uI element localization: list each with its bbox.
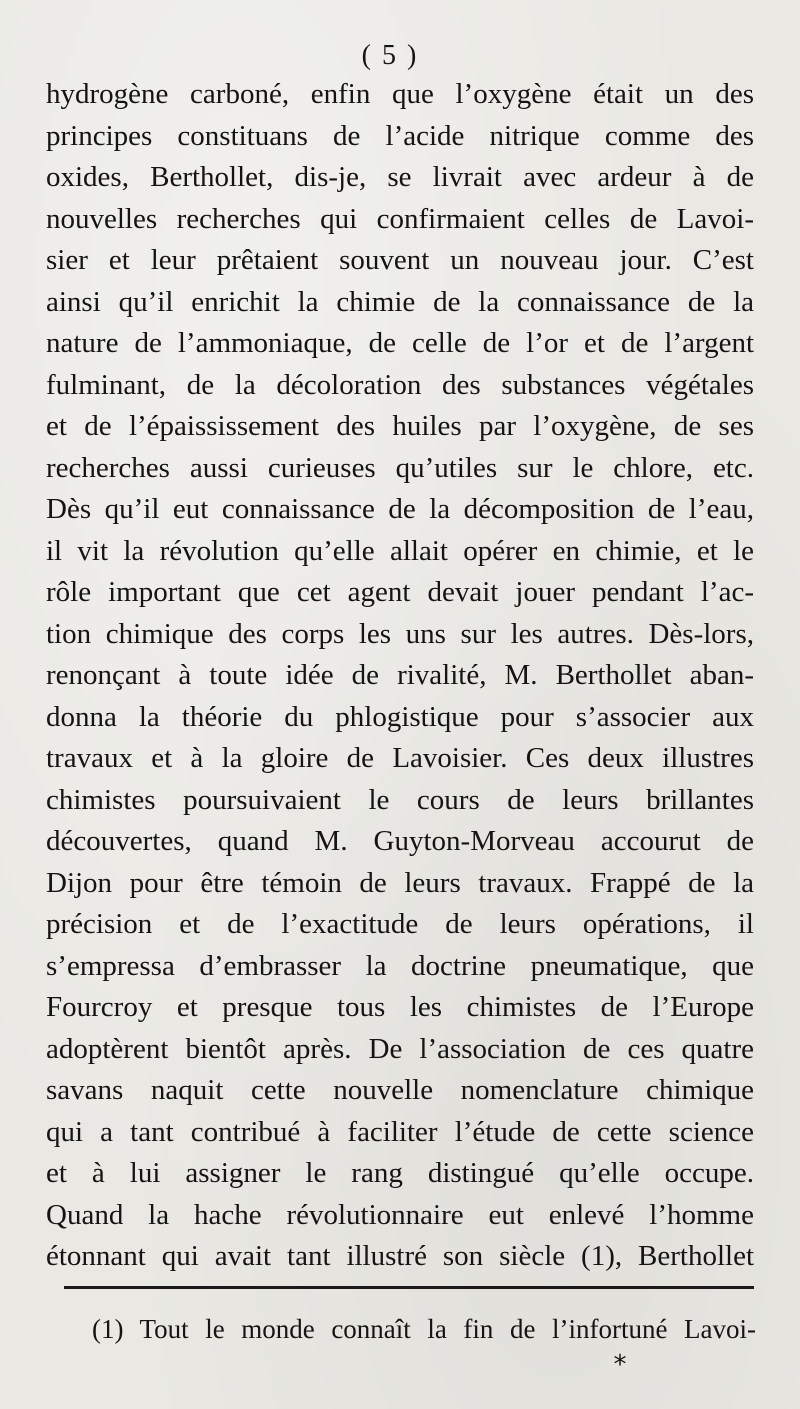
text-line: sier et leur prêtaient souvent un nouveau jour. C’est (46, 244, 754, 276)
text-line: donna la théorie du phlogistique pour s’associer aux (46, 700, 754, 733)
text-line: nature de l’ammoniaque, de celle de l’or et de l’argent (46, 327, 754, 359)
text-line: travaux et à la gloire de Lavoisier. Ces deux illustres (46, 742, 754, 774)
text-line: Dijon pour être témoin de leurs travaux. Frappé de la (46, 866, 754, 899)
text-line: Quand la hache révolutionnaire eut enlevé l’homme (46, 1198, 754, 1231)
text-line: Dès qu’il eut connaissance de la décomposition de l’eau, (46, 493, 754, 525)
text-line: hydrogène carboné, enfin que l’oxygène était un des (46, 78, 754, 110)
body-text (46, 74, 754, 1278)
page-number: ( 5 ) (361, 40, 419, 71)
text-line: et de l’épaississement des huiles par l’oxygène, de ses (46, 410, 754, 442)
text-line: principes constituans de l’acide nitrique comme des (46, 119, 754, 152)
text-line: recherches aussi curieuses qu’utiles sur le chlore, etc. (46, 451, 754, 484)
text-line: oxides, Berthollet, dis-je, se livrait avec ardeur à de (46, 161, 754, 193)
footnote-divider (64, 1286, 754, 1289)
text-line: qui a tant contribué à faciliter l’étude de cette science (46, 1115, 754, 1148)
text-line: tion chimique des corps les uns sur les autres. Dès-lors, (46, 617, 754, 650)
text-line: rôle important que cet agent devait jouer pendant l’ac- (46, 576, 754, 608)
text-line: découvertes, quand M. Guyton-Morveau accourut de (46, 825, 754, 857)
text-line: adoptèrent bientôt après. De l’association de ces quatre (46, 1032, 754, 1065)
text-line: savans naquit cette nouvelle nomenclature chimique (46, 1074, 754, 1106)
signature-mark: * (613, 1350, 627, 1380)
text-line: renonçant à toute idée de rivalité, M. Berthollet aban- (46, 659, 754, 691)
text-line: étonnant qui avait tant illustré son siècle (1), Berthollet (46, 1240, 754, 1272)
text-line: chimistes poursuivaient le cours de leurs brillantes (46, 783, 754, 816)
text-line: Fourcroy et presque tous les chimistes de l’Europe (46, 991, 754, 1023)
text-line: ainsi qu’il enrichit la chimie de la connaissance de la (46, 285, 754, 318)
text-line: précision et de l’exactitude de leurs opérations, il (46, 908, 754, 940)
text-line: nouvelles recherches qui confirmaient celles de Lavoi- (46, 202, 754, 235)
text-line: fulminant, de la décoloration des substances végétales (46, 368, 754, 401)
text-line: s’empressa d’embrasser la doctrine pneumatique, que (46, 949, 754, 982)
footnote: (1) Tout le monde connaît la fin de l’infortuné Lavoi- (92, 1314, 756, 1344)
text-line: et à lui assigner le rang distingué qu’elle occupe. (46, 1157, 754, 1189)
text-line: il vit la révolution qu’elle allait opérer en chimie, et le (46, 534, 754, 567)
